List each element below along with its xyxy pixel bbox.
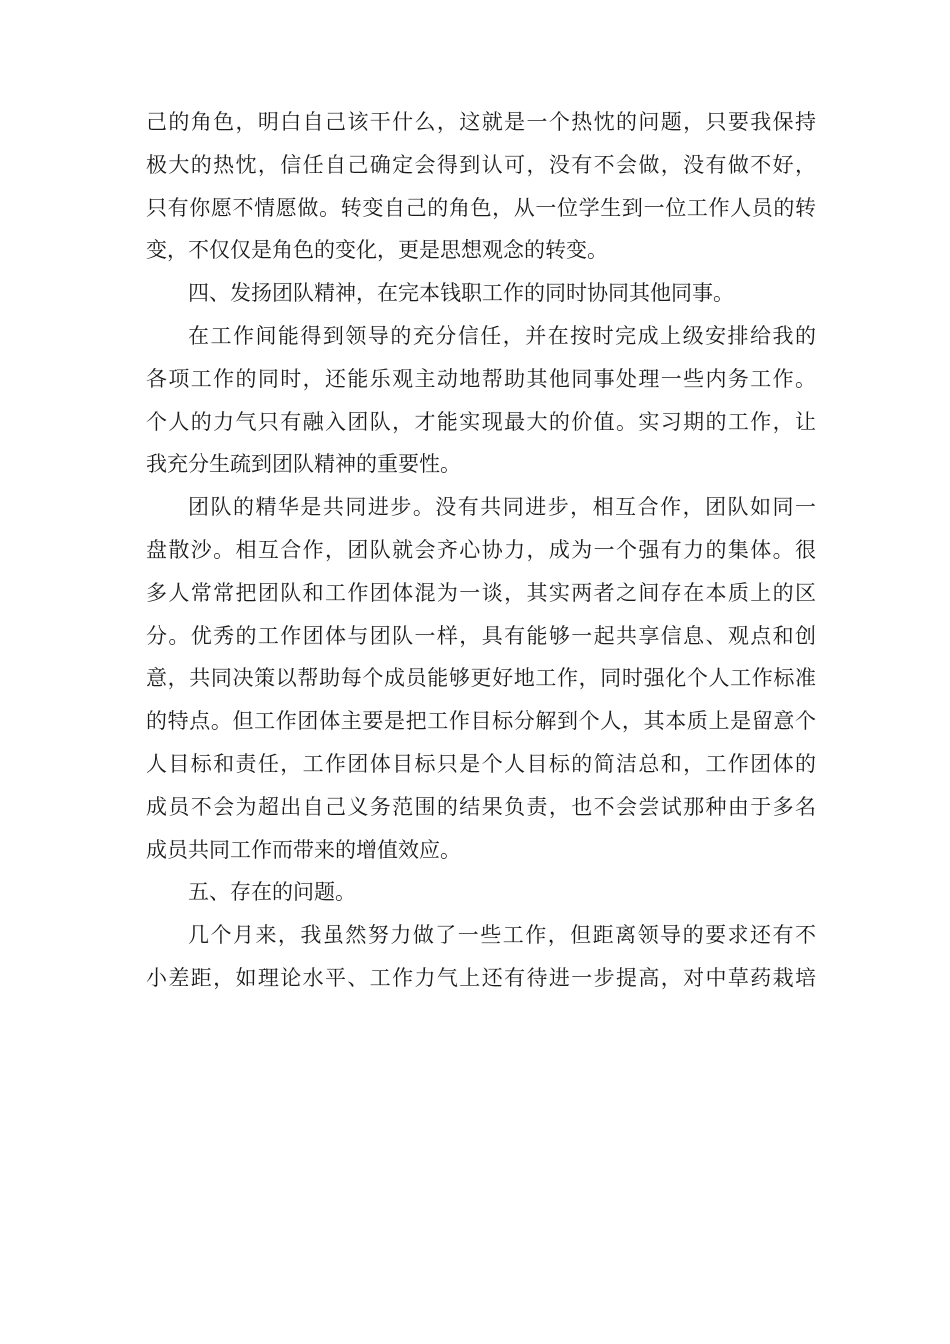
text-line: 己的角色，明白自己该干什么，这就是一个热忱的问题，只要我保持 xyxy=(146,110,816,134)
section-heading-four xyxy=(146,272,816,315)
section-heading-five xyxy=(146,871,816,914)
text-line: 盘散沙。相互合作，团队就会齐心协力，成为一个强有力的集体。很 xyxy=(146,537,816,562)
paragraph-role-change xyxy=(146,101,816,272)
text-line: 的特点。但工作团体主要是把工作目标分解到个人，其本质上是留意个 xyxy=(146,709,816,734)
text-line: 各项工作的同时，还能乐观主动地帮助其他同事处理一些内务工作。 xyxy=(146,366,816,391)
text-line: 几个月来，我虽然努力做了一些工作，但距离领导的要求还有不 xyxy=(188,923,816,948)
text-line: 个人的力气只有融入团队，才能实现最大的价值。实习期的工作，让 xyxy=(146,409,816,434)
text-line: 意，共同决策以帮助每个成员能够更好地工作，同时强化个人工作标准 xyxy=(146,666,816,691)
paragraph-problems xyxy=(146,914,816,1000)
text-line: 在工作间能得到领导的充分信任，并在按时完成上级安排给我的 xyxy=(188,323,816,348)
text-line: 成员共同工作而带来的增值效应。 xyxy=(146,837,461,862)
text-line: 变，不仅仅是角色的变化，更是思想观念的转变。 xyxy=(146,238,608,263)
paragraph-team-essence xyxy=(146,486,816,871)
text-line: 多人常常把团队和工作团体混为一谈，其实两者之间存在本质上的区 xyxy=(146,580,816,605)
text-line: 我充分生疏到团队精神的重要性。 xyxy=(146,452,461,477)
text-line: 极大的热忱，信任自己确定会得到认可，没有不会做，没有做不好， xyxy=(146,152,816,177)
text-line: 人目标和责任，工作团体目标只是个人目标的简洁总和，工作团体的 xyxy=(146,751,816,776)
section-heading: 五、存在的问题。 xyxy=(188,880,356,905)
section-heading: 四、发扬团队精神，在完本钱职工作的同时协同其他同事。 xyxy=(188,281,734,306)
text-line: 只有你愿不情愿做。转变自己的角色，从一位学生到一位工作人员的转 xyxy=(146,195,816,220)
paragraph-trust xyxy=(146,315,816,486)
text-line: 小差距，如理论水平、工作力气上还有待进一步提高，对中草药栽培 xyxy=(146,965,816,990)
body-text xyxy=(146,101,816,1000)
text-line: 团队的精华是共同进步。没有共同进步，相互合作，团队如同一 xyxy=(188,495,816,520)
text-line: 分。优秀的工作团体与团队一样，具有能够一起共享信息、观点和创 xyxy=(146,623,816,648)
text-line: 成员不会为超出自己义务范围的结果负责，也不会尝试那种由于多名 xyxy=(146,794,816,819)
